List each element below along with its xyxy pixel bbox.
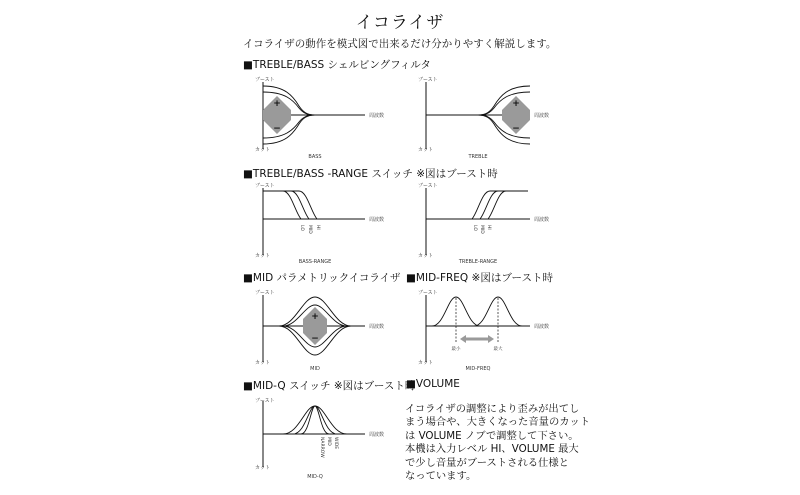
boost-label: ブースト (418, 183, 438, 189)
freq-label: 周波数 (369, 324, 385, 330)
mid-freq-diagram (418, 289, 558, 375)
range-hi-label: HI (315, 225, 320, 230)
minus-sign: − (311, 334, 319, 344)
mid-q-caption: MID-Q (307, 474, 323, 480)
freq-label: 周波数 (534, 324, 550, 330)
volume-line: まう場合や、大きくなった音量のカット (405, 416, 591, 429)
boost-label: ブースト (255, 290, 275, 296)
mid-diagram (255, 289, 395, 375)
section-shelving-heading: ■TREBLE/BASS シェルビングフィルタ (243, 59, 431, 71)
freq-min-label: 最小 (451, 347, 461, 352)
freq-label: 周波数 (369, 217, 385, 223)
range-mid-label: MID (479, 225, 484, 234)
freq-shift-arrow-icon (460, 335, 494, 343)
freq-label: 周波数 (369, 113, 385, 119)
range-mid-label: MID (307, 225, 312, 234)
freq-label: 周波数 (534, 113, 550, 119)
intro-text: イコライザの動作を模式図で出来るだけ分かりやすく解説します。 (243, 38, 557, 50)
cut-label: カット (418, 253, 433, 259)
range-hi-label: HI (486, 225, 491, 230)
section-mid-q-heading: ■MID-Q スイッチ ※図はブースト時 (243, 380, 416, 392)
page-title: イコライザ (355, 13, 445, 33)
freq-label: 周波数 (534, 217, 550, 223)
volume-line: は VOLUME ノブで調整して下さい。 (405, 429, 579, 442)
bass-caption: BASS (308, 154, 322, 160)
q-narrow-label: NARROW (319, 437, 324, 458)
boost-label: ブースト (255, 183, 275, 189)
volume-line: 本機は入力レベル HI、VOLUME 最大 (405, 443, 579, 456)
freq-label: 周波数 (369, 432, 385, 438)
section-volume-heading: ■VOLUME (406, 378, 460, 390)
mid-caption: MID (310, 366, 320, 372)
section-mid-param-heading: ■MID パラメトリックイコライザ (243, 272, 401, 284)
boost-label: ブースト (255, 77, 275, 83)
plus-sign: + (273, 99, 281, 109)
treble-diagram (418, 76, 558, 162)
volume-description (405, 403, 605, 483)
section-range-heading: ■TREBLE/BASS -RANGE スイッチ ※図はブースト時 (243, 168, 498, 180)
range-lo-label: LO (472, 225, 477, 231)
bass-range-diagram (255, 182, 395, 268)
q-mid-label: MID (326, 437, 331, 446)
treble-caption: TREBLE (468, 154, 488, 160)
mid-freq-caption: MID-FREQ (465, 366, 491, 372)
volume-line: で少し音量がブーストされる仕様と (405, 456, 569, 469)
plus-sign: + (512, 99, 520, 109)
cut-label: カット (418, 147, 433, 153)
plus-sign: + (311, 312, 319, 322)
minus-sign: − (273, 124, 281, 134)
bass-range-caption: BASS-RANGE (298, 259, 332, 265)
q-wide-label: WIDE (333, 437, 338, 450)
cut-label: カット (255, 360, 270, 366)
boost-label: ブースト (255, 398, 275, 404)
treble-range-caption: TREBLE-RANGE (458, 259, 498, 265)
volume-line: イコライザの調整により歪みが出てし (405, 403, 580, 415)
cut-label: カット (255, 253, 270, 259)
bass-diagram (255, 76, 395, 162)
volume-line: なっています。 (405, 470, 477, 483)
freq-max-label: 最大 (493, 347, 503, 352)
minus-sign: − (512, 124, 520, 134)
treble-range-diagram (418, 182, 558, 268)
range-lo-label: LO (299, 225, 304, 231)
section-mid-freq-heading: ■MID-FREQ ※図はブースト時 (406, 272, 553, 284)
cut-label: カット (418, 360, 433, 366)
boost-label: ブースト (418, 290, 438, 296)
cut-label: カット (255, 465, 270, 471)
cut-label: カット (255, 147, 270, 153)
mid-q-diagram (255, 397, 395, 483)
boost-label: ブースト (418, 77, 438, 83)
